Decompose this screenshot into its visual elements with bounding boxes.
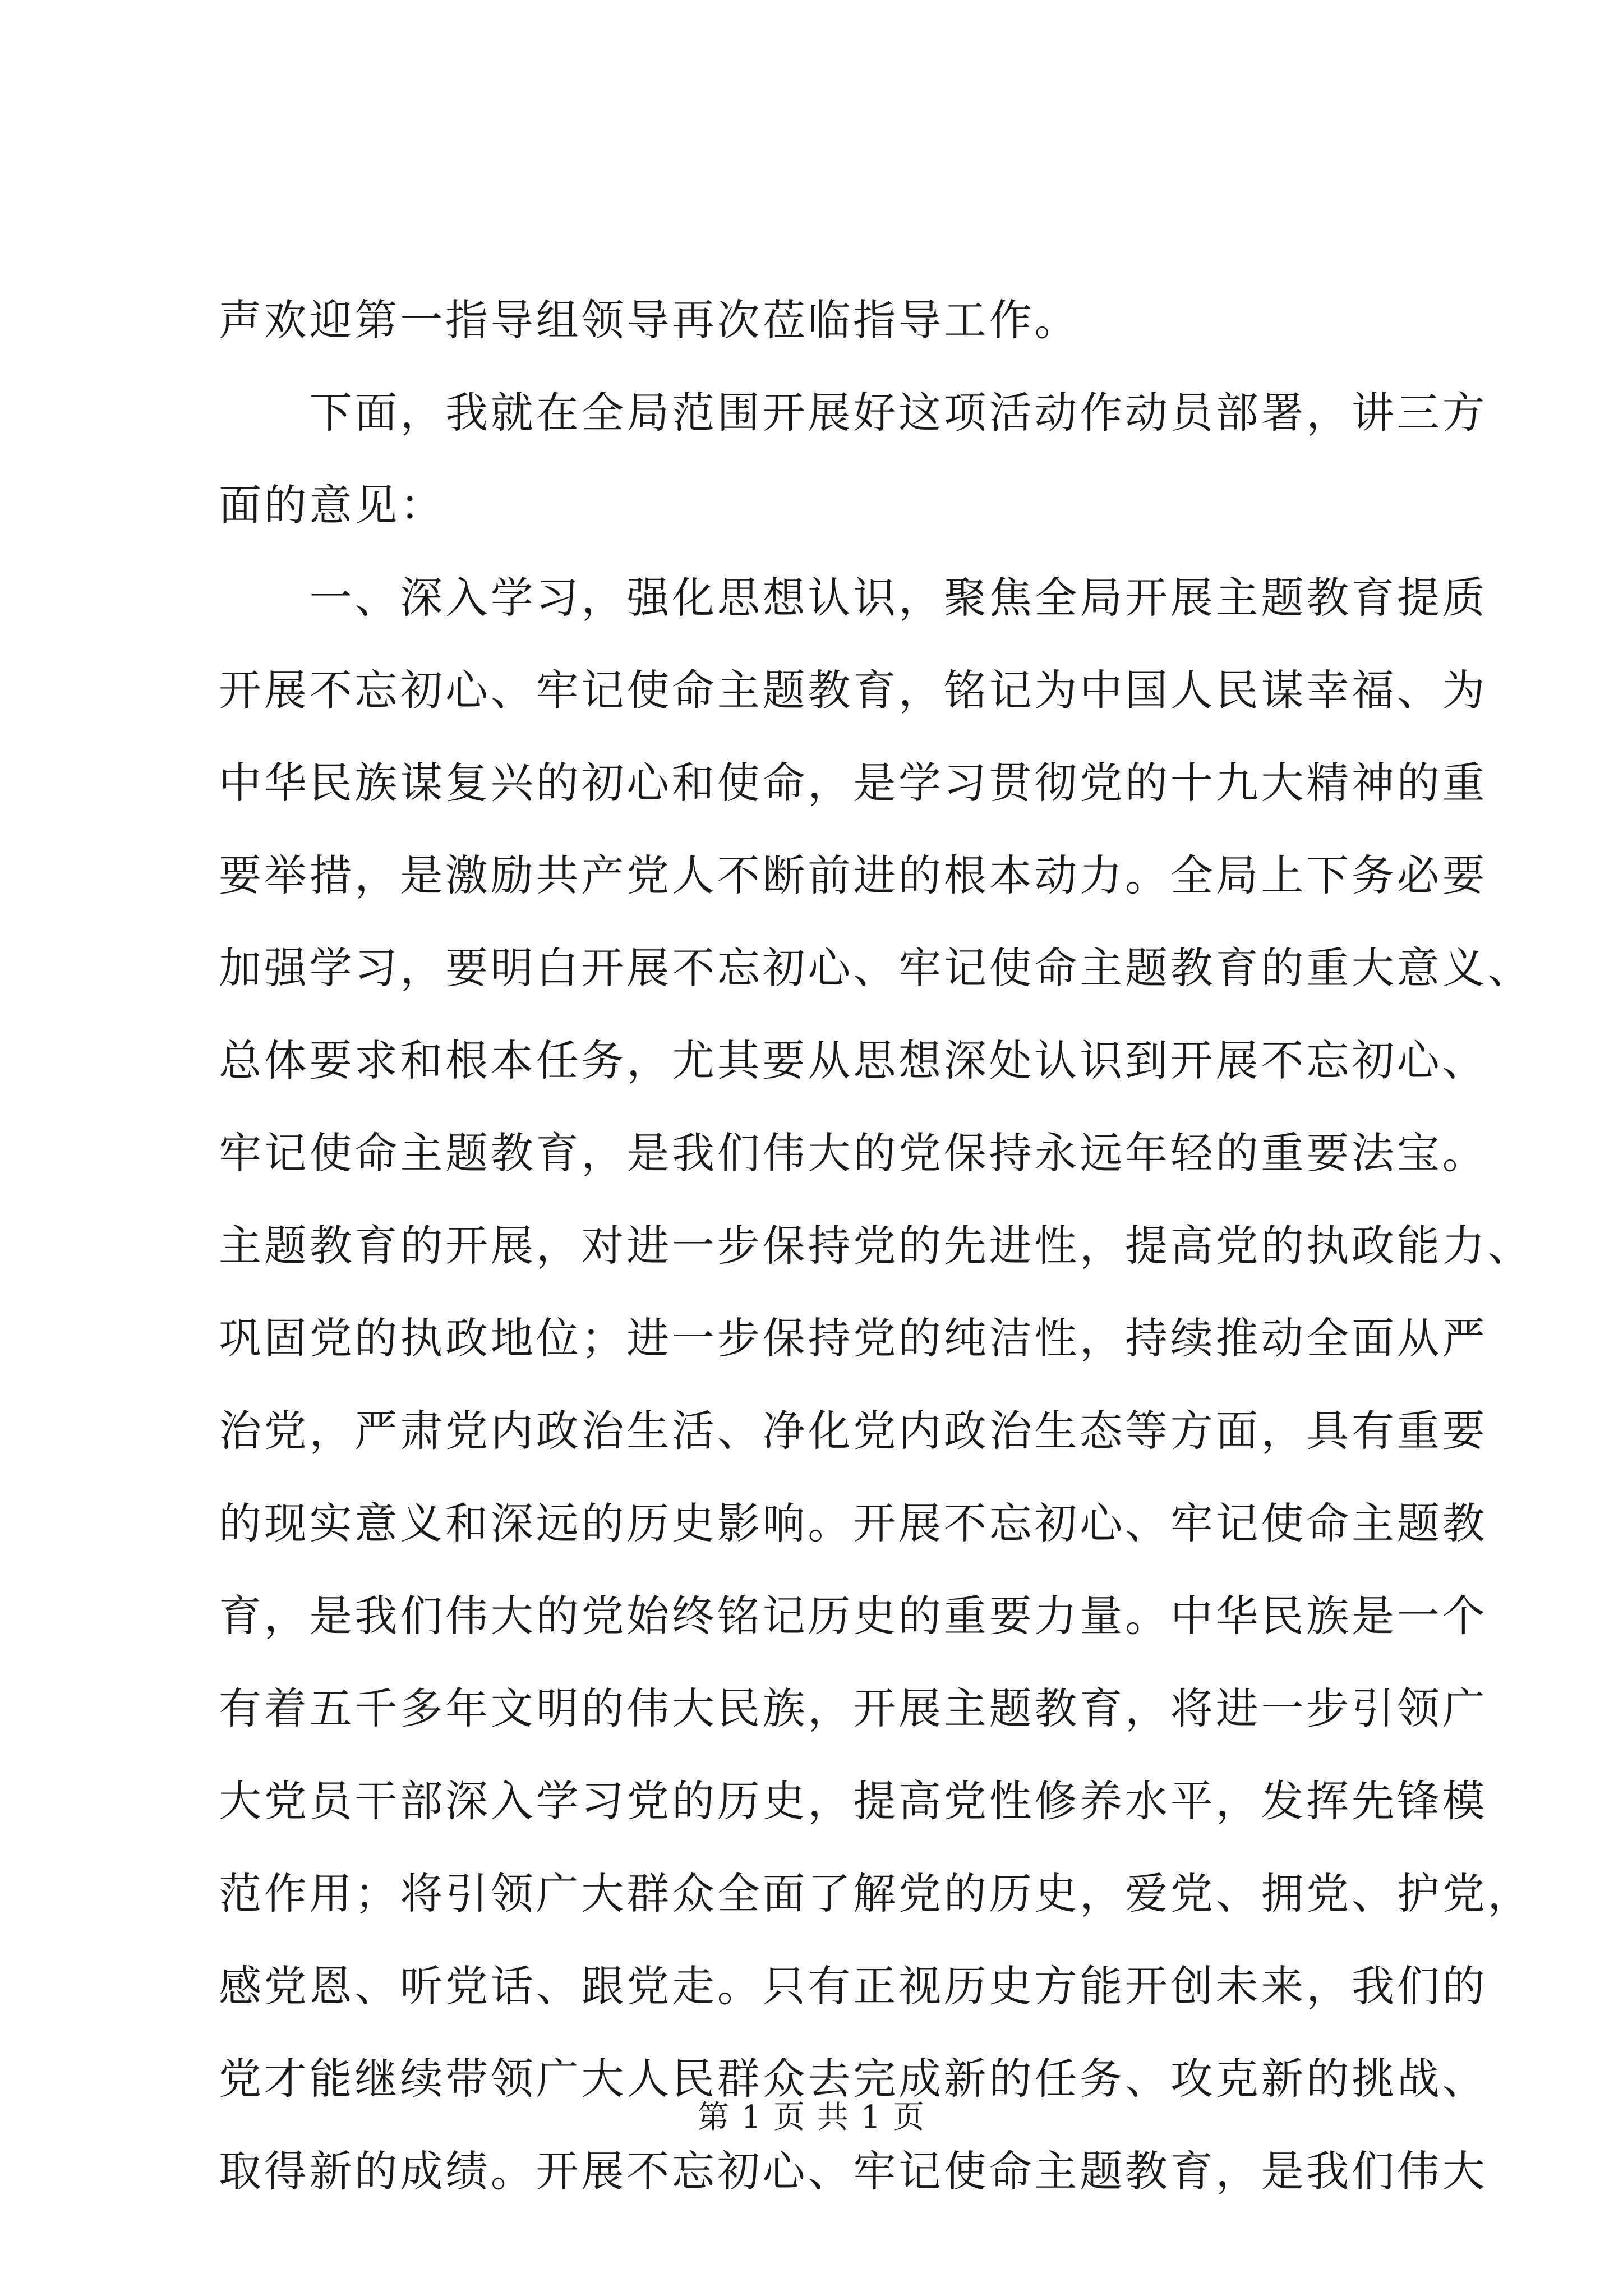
text-line: 加强学习，要明白开展不忘初心、牢记使命主题教育的重大意义、 xyxy=(219,943,1533,993)
text-line: 牢记使命主题教育，是我们伟大的党保持永远年轻的重要法宝。 xyxy=(219,1128,1488,1178)
text-line: 总体要求和根本任务，尤其要从思想深处认识到开展不忘初心、 xyxy=(219,1036,1488,1085)
text-line: 取得新的成绩。开展不忘初心、牢记使命主题教育，是我们伟大 xyxy=(219,2146,1488,2196)
text-line: 主题教育的开展，对进一步保持党的先进性，提高党的执政能力、 xyxy=(219,1221,1533,1271)
text-line: 下面，我就在全局范围开展好这项活动作动员部署，讲三方 xyxy=(219,388,1488,438)
text-line: 巩固党的执政地位；进一步保持党的纯洁性，持续推动全面从严 xyxy=(219,1313,1488,1363)
page-footer xyxy=(0,2095,1623,2140)
text-line: 育，是我们伟大的党始终铭记历史的重要力量。中华民族是一个 xyxy=(219,1591,1488,1641)
text-line: 范作用；将引领广大群众全面了解党的历史，爱党、拥党、护党， xyxy=(219,1869,1533,1918)
text-line: 治党，严肃党内政治生活、净化党内政治生态等方面，具有重要 xyxy=(219,1406,1488,1456)
text-line: 声欢迎第一指导组领导再次莅临指导工作。 xyxy=(219,295,1080,345)
text-line: 面的意见： xyxy=(219,480,445,530)
text-line: 中华民族谋复兴的初心和使命，是学习贯彻党的十九大精神的重 xyxy=(219,758,1488,808)
page-number-label: 第 1 页 共 1 页 xyxy=(697,2099,926,2136)
body-text xyxy=(219,274,1533,2217)
text-line: 的现实意义和深远的历史影响。开展不忘初心、牢记使命主题教 xyxy=(219,1498,1488,1548)
text-line: 有着五千多年文明的伟大民族，开展主题教育，将进一步引领广 xyxy=(219,1683,1488,1733)
text-line: 开展不忘初心、牢记使命主题教育，铭记为中国人民谋幸福、为 xyxy=(219,665,1488,715)
text-line: 一、深入学习，强化思想认识，聚焦全局开展主题教育提质 xyxy=(219,573,1488,623)
text-line: 大党员干部深入学习党的历史，提高党性修养水平，发挥先锋模 xyxy=(219,1776,1488,1826)
text-line: 要举措，是激励共产党人不断前进的根本动力。全局上下务必要 xyxy=(219,850,1488,900)
text-line: 感党恩、听党话、跟党走。只有正视历史方能开创未来，我们的 xyxy=(219,1961,1488,2011)
text-line: 党才能继续带领广大人民群众去完成新的任务、攻克新的挑战、 xyxy=(219,2054,1488,2104)
